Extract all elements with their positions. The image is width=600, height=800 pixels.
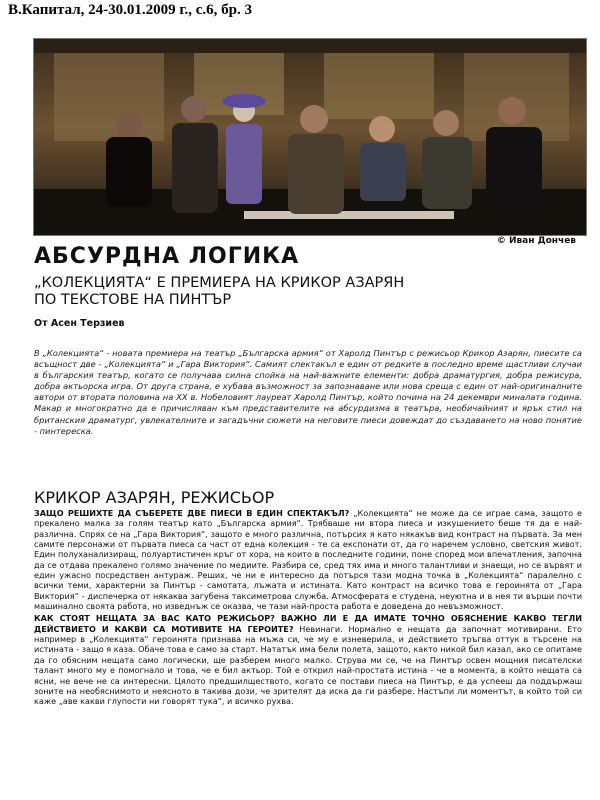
headline: АБСУРДНА ЛОГИКА: [34, 244, 300, 269]
interview-question-2: КАК СТОЯТ НЕЩАТА ЗА ВАС КАТО РЕЖИСЬОР? ВАЖНО ЛИ Е ДА ИМАТЕ ТОЧНО ОБЯСНЕНИЕ КАКВО ТЕГЛИ ДЕЙСТВИЕТО И КАКВИ СА МОТИВИТЕ НА ГЕРОИТЕ?: [34, 613, 582, 634]
stage-photo: [33, 38, 587, 236]
interview-question-1: ЗАЩО РЕШИХТЕ ДА СЪБЕРЕТЕ ДВЕ ПИЕСИ В ЕДИН СПЕКТАКЪЛ?: [34, 508, 350, 518]
lead-paragraph: В „Колекцията“ - новата премиера на театър „Българска армия“ от Харолд Пинтър с режисьор Крикор Азарян, пиесите са всъщност две - „Колекцията“ и „Гара Виктория“. Самият спектакъл е един от редките в последно време щастливи случаи в българския театър, когато се получава силна спойка на най-важните елементи: добра драматургия, добра режисура, добра актьорска игра. От друга страна, е хубава възможност за запознаване или нова среща с един от най-оригиналните автори от втората половина на ХХ в. Нобеловият лауреат Харолд Пинтър, който почина на 24 декември миналата година. Макар и многократно да е причисляван към представителите на абсурдизма в театъра, необичайният и ярък стил на британския драматург, увлекателните и загадъчни сюжети на неговите пиеси довеждат до създаването на ново понятие - пинтереска.: [34, 348, 582, 436]
subheadline-line-2: ПО ТЕКСТОВЕ НА ПИНТЪР: [34, 292, 232, 308]
interview-section-title: КРИКОР АЗАРЯН, РЕЖИСЬОР: [34, 488, 275, 507]
photo-credit: © Иван Дончев: [496, 236, 576, 246]
interview-answer-2: Невинаги. Нормално е нещата да започнат мотивирани. Ето например в „Колекцията“ героинята признава на мъжа си, че му е изневерила, и действието тръгва оттук в търсене на истината - защо я каза. Обаче това е само за старт. Нататък има бели полета, защото, както никой бил казал, ако се опитаме да го обясним нещата само логически, ще разберем много малко. Струва ми се, че на Пинтър освен мощния писателски талант много му е помогнало и това, че е бил актьор. Той е открил най-простата истина - че в момента, в който нещата са ясни, не вече не са интересни. Цялото предшилществото, когато се постави пиеса на Пинтър, е да успееш да поддържаш зоните на необяснимото и неясното в такива дози, че зрителят да иска да ги разбере. Настъпи ли моментът, в който той си каже „аве какви глупости ни говорят тука“, и всичко рухва.: [34, 623, 582, 707]
interview-answer-1-paragraph: [34, 508, 582, 611]
masthead: В.Капитал, 24-30.01.2009 г., с.6, бр. 3: [8, 2, 252, 18]
byline: От Асен Терзиев: [34, 318, 125, 329]
interview-body: [34, 508, 582, 707]
actors-on-stage-image: [34, 39, 586, 235]
subheadline: [34, 275, 554, 309]
interview-answer-2-paragraph: [34, 613, 582, 706]
subheadline-line-1: „КОЛЕКЦИЯТА“ Е ПРЕМИЕРА НА КРИКОР АЗАРЯН: [34, 275, 405, 291]
interview-answer-1: „Колекцията“ не може да се играе сама, защото е прекалено малка за голям театър като „Българска армия“. Трябваше ни втора пиеса и изкушението беше тя да е най-различна. Спрях се на „Гара Виктория“, защото е много различна, потърсих я като някакъв вид контраст на първата. За мен самите персонажи от първата пиеса са част от една колекция - те са експонати от, да го наречем условно, светския живот. Един полуханализиращ, полуартистичен кръг от хора, на които в последните години, поне според мои впечатления, започна да се отдава прекалено голямо значение по медиите. Разбира се, сред тях има и много талантливи и знаещи, но се вървят и един ужасно посредствен антураж. Реших, че ни е интересно да потърся тази модна точка в „Колекцията“ паралелно с всички теми, характерни за Пинтър - самотата, лъжата и истината. Като контраст на всичко това е героинята от „Гара Виктория“ - диспечерка от някаква загубена таксиметрова служба. Атмосферата е студена, неуютна и в нея ти върши почти машинално своята работа, но изведнъж се оказва, че тази най-проста работа е доведена до невъзможност.: [34, 508, 582, 612]
